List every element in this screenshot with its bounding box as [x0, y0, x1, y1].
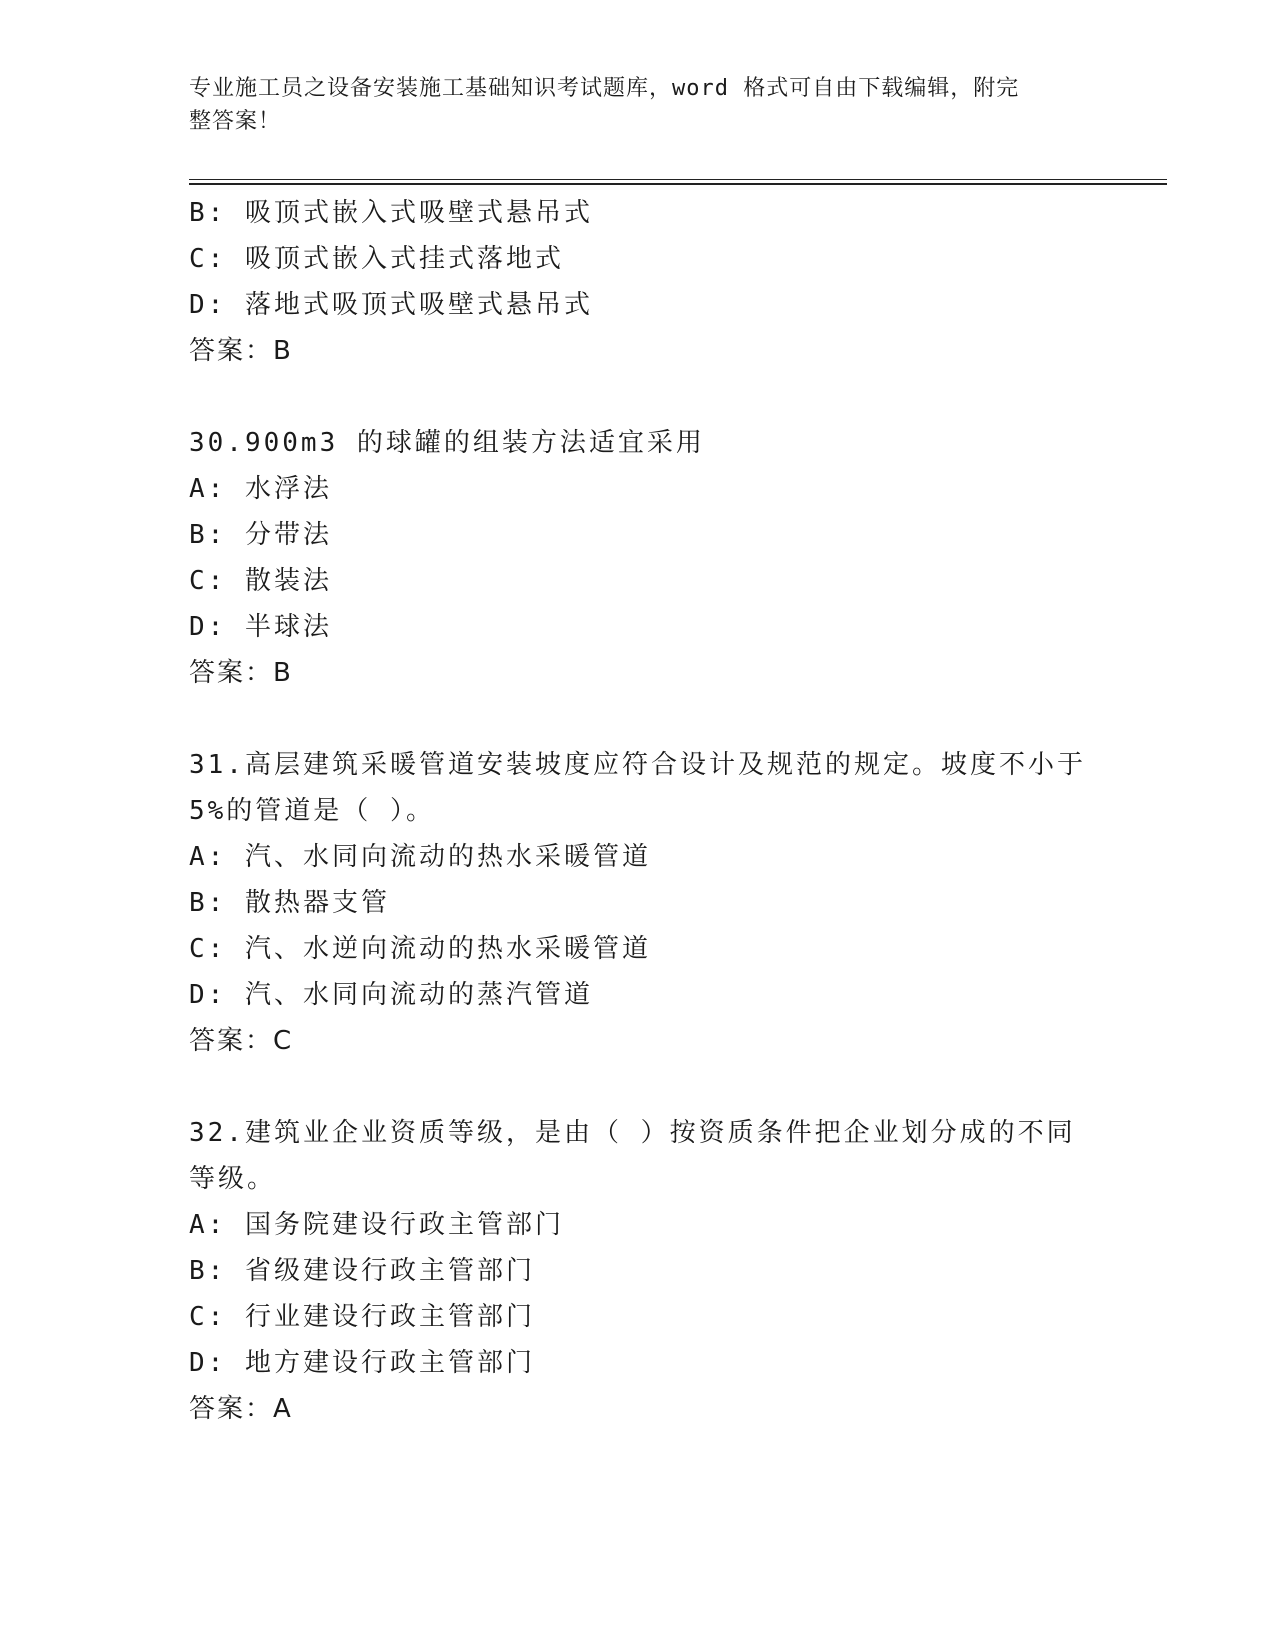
question-32 [189, 1110, 1089, 1432]
question-stem-line-1: 31.高层建筑采暖管道安装坡度应符合设计及规范的规定。坡度不小于 [189, 750, 1086, 780]
option-a: A: 国务院建设行政主管部门 [189, 1210, 564, 1240]
question-30 [189, 420, 1089, 696]
question-stem-line-2: 等级。 [189, 1164, 277, 1194]
question-stem-line-1: 32.建筑业企业资质等级，是由（ ）按资质条件把企业划分成的不同 [189, 1118, 1076, 1148]
question-29-continued [189, 190, 1089, 374]
option-b: B: 散热器支管 [189, 888, 390, 918]
document-header [189, 72, 1089, 138]
answer-line: 答案：B [189, 336, 293, 366]
question-31 [189, 742, 1089, 1064]
header-divider-thin [189, 179, 1167, 180]
option-c: C: 吸顶式嵌入式挂式落地式 [189, 244, 564, 274]
header-line-1: 专业施工员之设备安装施工基础知识考试题库，word 格式可自由下载编辑，附完 [189, 76, 1020, 101]
option-d: D: 汽、水同向流动的蒸汽管道 [189, 980, 593, 1010]
question-list [189, 190, 1089, 1478]
option-c: C: 汽、水逆向流动的热水采暖管道 [189, 934, 651, 964]
question-stem: 30.900m3 的球罐的组装方法适宜采用 [189, 428, 705, 458]
answer-line: 答案：A [189, 1394, 293, 1424]
option-a: A: 汽、水同向流动的热水采暖管道 [189, 842, 651, 872]
option-b: B: 吸顶式嵌入式吸壁式悬吊式 [189, 198, 593, 228]
option-b: B: 分带法 [189, 520, 332, 550]
option-d: D: 落地式吸顶式吸壁式悬吊式 [189, 290, 593, 320]
header-divider-thick [189, 183, 1167, 185]
option-a: A: 水浮法 [189, 474, 332, 504]
option-c: C: 散装法 [189, 566, 332, 596]
answer-line: 答案：C [189, 1026, 294, 1056]
option-c: C: 行业建设行政主管部门 [189, 1302, 535, 1332]
option-d: D: 半球法 [189, 612, 332, 642]
option-d: D: 地方建设行政主管部门 [189, 1348, 535, 1378]
question-stem-line-2: 5%的管道是（ ）。 [189, 796, 435, 826]
answer-line: 答案：B [189, 658, 293, 688]
option-b: B: 省级建设行政主管部门 [189, 1256, 535, 1286]
header-line-2: 整答案！ [189, 109, 282, 134]
